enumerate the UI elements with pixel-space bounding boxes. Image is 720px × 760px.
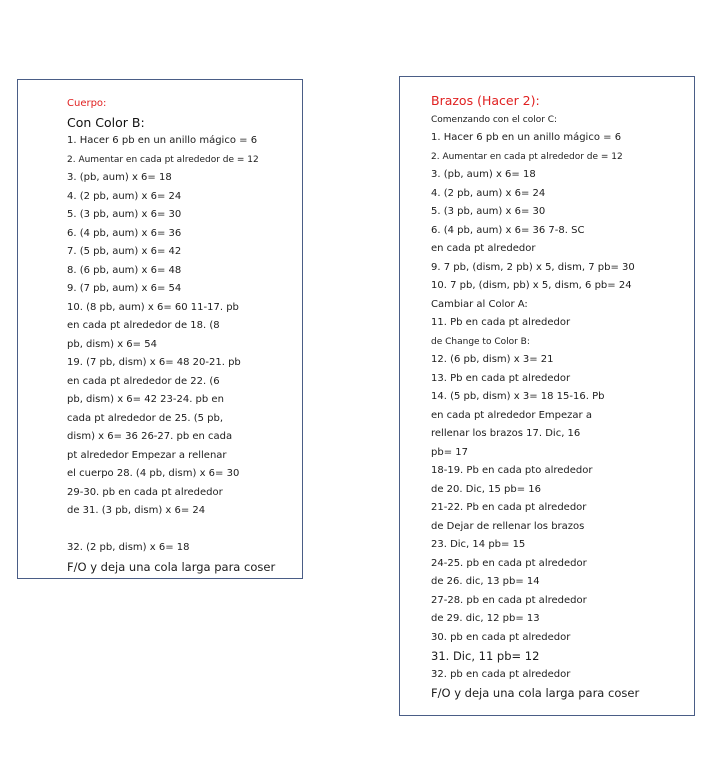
pattern-line: pb, dism) x 6= 42 23-24. pb en [67,394,224,405]
section-heading-brazos: Brazos (Hacer 2): [431,93,540,108]
pattern-line: de Change to Color B: [431,336,530,347]
pattern-line: 13. Pb en cada pt alrededor [431,372,571,384]
section-heading-cuerpo: Cuerpo: [67,98,107,109]
pattern-line: 10. 7 pb, (dism, pb) x 5, dism, 6 pb= 24 [431,280,632,291]
pattern-line: rellenar los brazos 17. Dic, 16 [431,428,581,439]
pattern-line: 29-30. pb en cada pt alrededor [67,486,223,498]
pattern-line: 23. Dic, 14 pb= 15 [431,539,526,550]
pattern-line: 1. Hacer 6 pb en un anillo mágico = 6 [431,132,622,143]
pattern-line: 24-25. pb en cada pt alrededor [431,557,587,569]
pattern-line: de 20. Dic, 15 pb= 16 [431,483,541,495]
pattern-closing-line: F/O y deja una cola larga para coser [67,559,276,574]
pattern-line: 31. Dic, 11 pb= 12 [431,649,540,663]
pattern-line: Cambiar al Color A: [431,298,528,310]
pattern-line: pt alrededor Empezar a rellenar [67,449,227,461]
pattern-line: en cada pt alrededor [431,243,536,254]
pattern-line: 3. (pb, aum) x 6= 18 [67,172,172,183]
pattern-line: de 26. dic, 13 pb= 14 [431,576,540,587]
pattern-line: 18-19. Pb en cada pto alrededor [431,465,593,476]
pattern-line: 32. pb en cada pt alrededor [431,668,571,680]
pattern-line: 9. (7 pb, aum) x 6= 54 [67,283,182,294]
pattern-line: 19. (7 pb, dism) x 6= 48 20-21. pb [67,357,241,368]
pattern-line: 8. (6 pb, aum) x 6= 48 [67,264,182,276]
pattern-line: de 31. (3 pb, dism) x 6= 24 [67,505,206,516]
pattern-line: 2. Aumentar en cada pt alrededor de = 12 [431,151,623,162]
pattern-line: en cada pt alrededor de 18. (8 [67,320,220,331]
pattern-line: 4. (2 pb, aum) x 6= 24 [431,187,546,199]
pattern-line: cada pt alrededor de 25. (5 pb, [67,412,224,424]
pattern-line: 4. (2 pb, aum) x 6= 24 [67,190,182,202]
color-subheading: Comenzando con el color C: [431,114,558,125]
pattern-closing-line: F/O y deja una cola larga para coser [431,686,640,700]
pattern-line: 7. (5 pb, aum) x 6= 42 [67,246,182,257]
pattern-line: en cada pt alrededor Empezar a [431,409,592,421]
pattern-line: el cuerpo 28. (4 pb, dism) x 6= 30 [67,468,240,479]
pattern-line: en cada pt alrededor de 22. (6 [67,375,220,387]
pattern-line: 6. (4 pb, aum) x 6= 36 7-8. SC [431,224,585,236]
pattern-line: 12. (6 pb, dism) x 3= 21 [431,354,554,365]
pattern-line: 2. Aumentar en cada pt alrededor de = 12 [67,154,259,165]
pattern-line: 27-28. pb en cada pt alrededor [431,594,587,606]
pattern-line: 6. (4 pb, aum) x 6= 36 [67,227,182,239]
pattern-line: 10. (8 pb, aum) x 6= 60 11-17. pb [67,301,239,313]
pattern-line: dism) x 6= 36 26-27. pb en cada [67,431,233,442]
left-card-body-pattern [17,79,303,579]
pattern-line: 14. (5 pb, dism) x 3= 18 15-16. Pb [431,391,605,402]
pattern-line: 21-22. Pb en cada pt alrededor [431,502,587,513]
right-card-arms-pattern [399,76,695,716]
pattern-line: 11. Pb en cada pt alrededor [431,317,571,328]
pattern-line: de Dejar de rellenar los brazos [431,520,585,532]
pattern-line: pb= 17 [431,446,468,458]
spacer [67,521,302,540]
pattern-line: de 29. dic, 12 pb= 13 [431,613,540,624]
pattern-line: 1. Hacer 6 pb en un anillo mágico = 6 [67,135,258,146]
color-subheading: Con Color B: [67,114,145,130]
pattern-line: 5. (3 pb, aum) x 6= 30 [431,206,546,217]
left-card-lines [18,95,302,576]
pattern-line: 9. 7 pb, (dism, 2 pb) x 5, dism, 7 pb= 30 [431,261,635,273]
pattern-line: 5. (3 pb, aum) x 6= 30 [67,209,182,220]
pattern-line: pb, dism) x 6= 54 [67,338,157,350]
pattern-line: 30. pb en cada pt alrededor [431,631,571,643]
right-card-lines [400,92,694,703]
pattern-line: 3. (pb, aum) x 6= 18 [431,169,536,180]
pattern-line: 32. (2 pb, dism) x 6= 18 [67,542,190,553]
